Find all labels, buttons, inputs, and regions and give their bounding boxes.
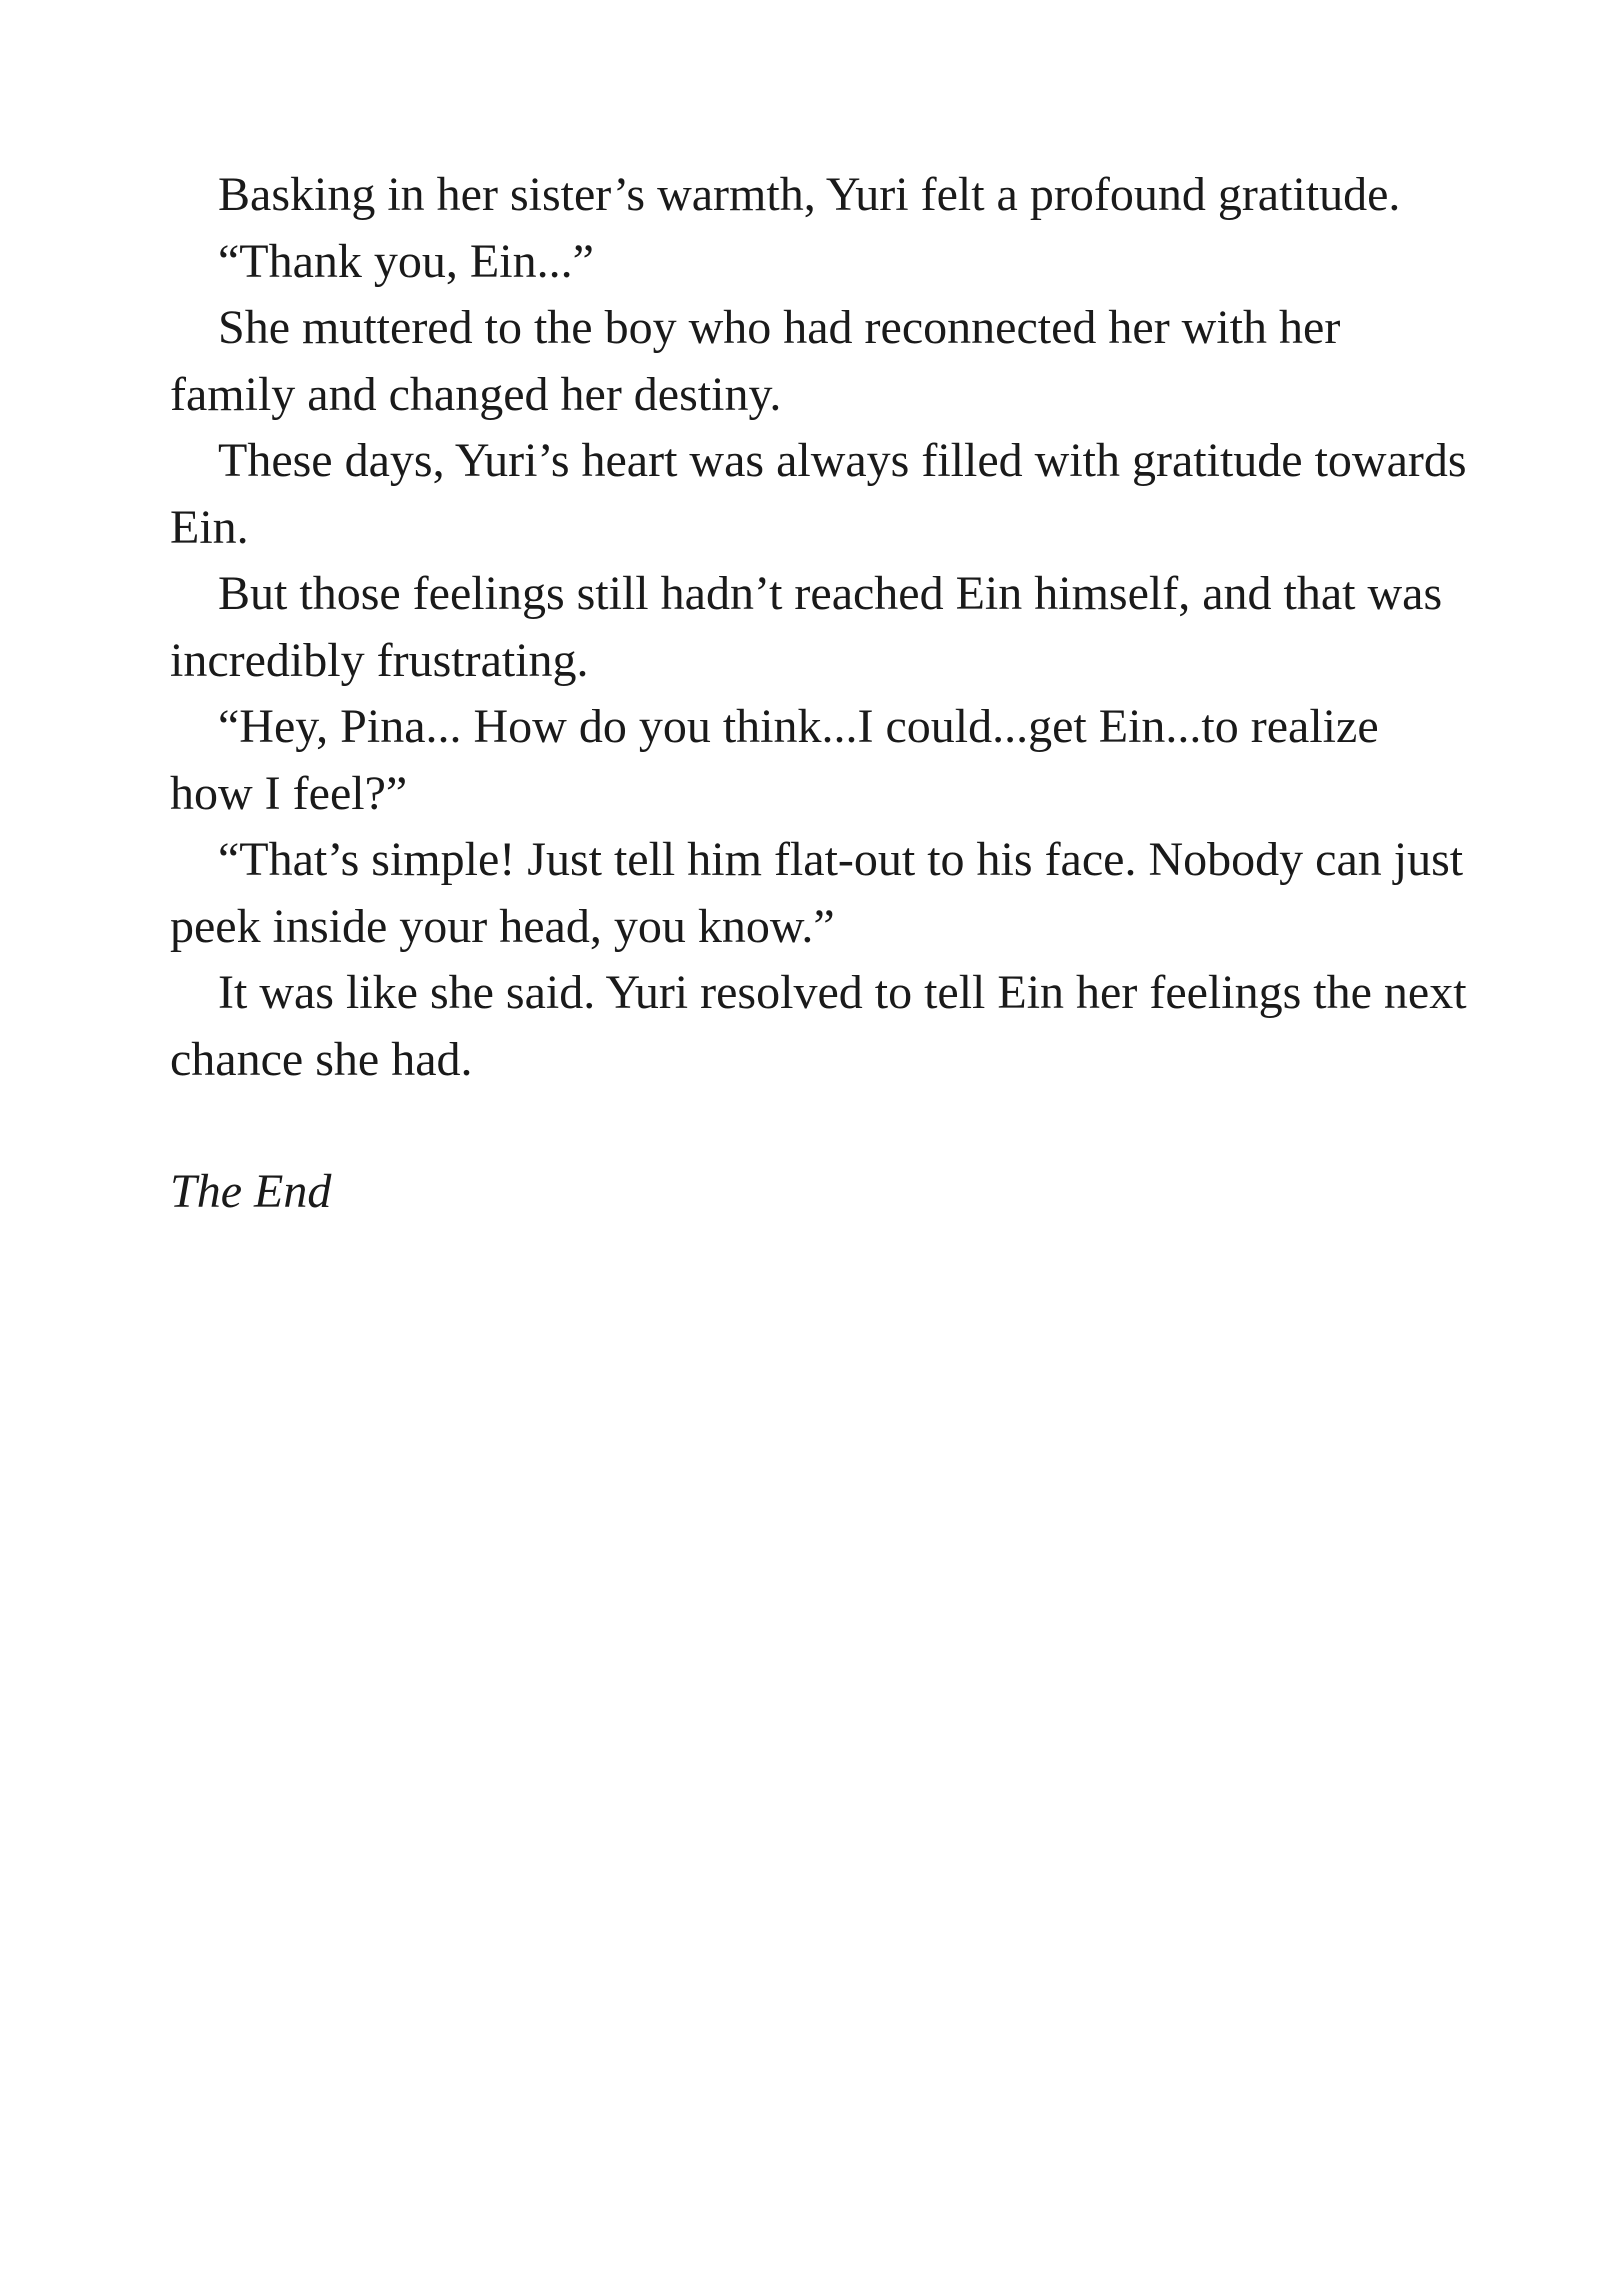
paragraph: “That’s simple! Just tell him flat-out to his face. Nobody can just peek inside your head, you know.” <box>170 833 1464 953</box>
paragraph: Basking in her sister’s warmth, Yuri felt a profound gratitude. <box>218 168 1401 221</box>
paragraph: “Thank you, Ein...” <box>218 234 594 288</box>
story-text <box>170 162 1470 1226</box>
paragraph: These days, Yuri’s heart was always filled with gratitude towards Ein. <box>170 434 1467 554</box>
paragraph: It was like she said. Yuri resolved to tell Ein her feelings the next chance she had. <box>170 966 1467 1086</box>
paragraph: “Hey, Pina... How do you think...I could...get Ein...to realize how I feel?” <box>170 700 1379 820</box>
paragraph: She muttered to the boy who had reconnected her with her family and changed her destiny. <box>170 301 1341 421</box>
the-end-mark: The End <box>170 1165 332 1218</box>
paragraph: But those feelings still hadn’t reached Ein himself, and that was incredibly frustrating. <box>170 567 1443 687</box>
